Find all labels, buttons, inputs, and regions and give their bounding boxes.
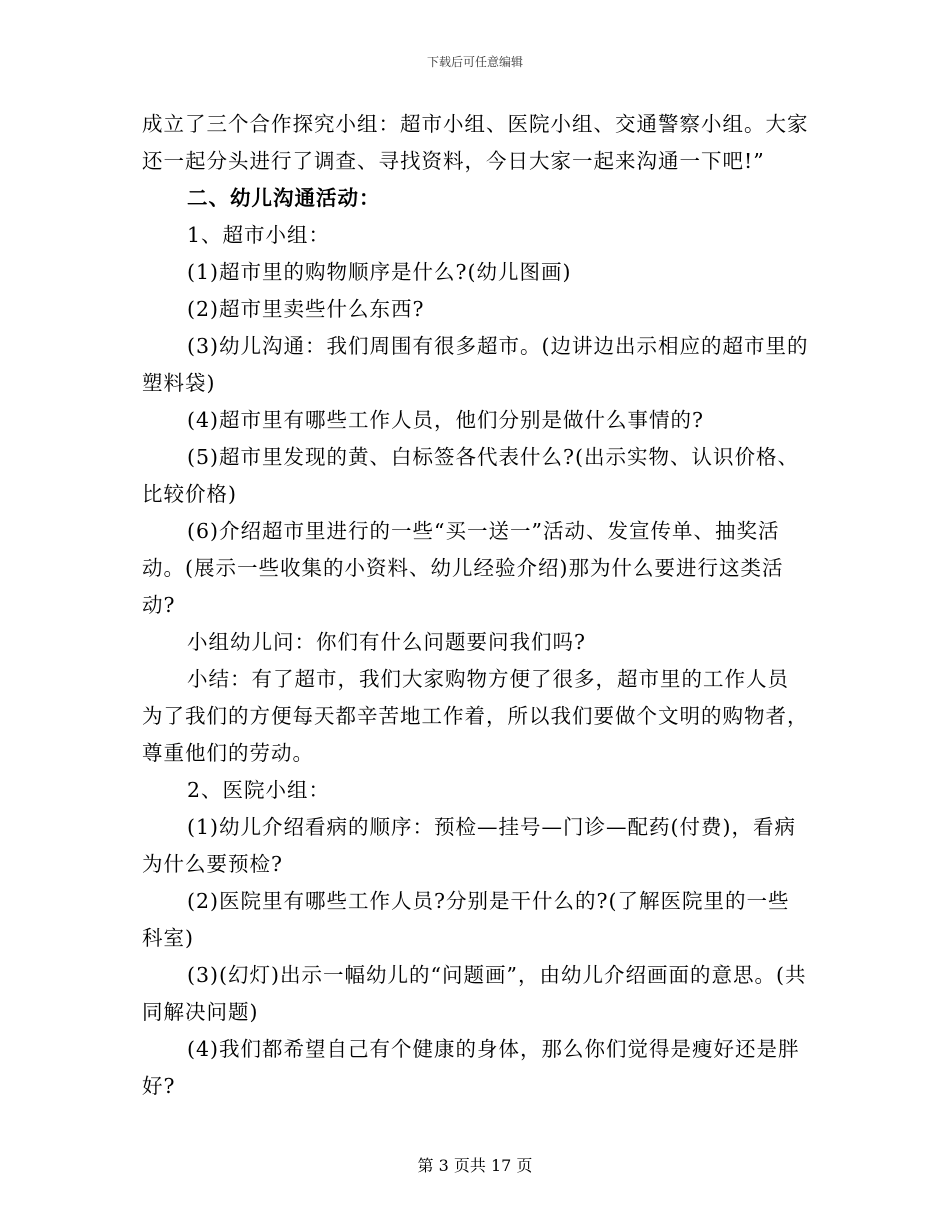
list-item: (3)幼儿沟通：我们周围有很多超市。(边讲边出示相应的超市里的塑料袋) <box>142 334 809 395</box>
list-item: (4)超市里有哪些工作人员，他们分别是做什么事情的? <box>187 408 705 432</box>
list-item: (2)超市里卖些什么东西? <box>187 297 425 321</box>
summary-paragraph: 小结：有了超市，我们大家购物方便了很多，超市里的工作人员为了我们的方便每天都辛苦地工作着，所以我们要做个文明的购物者，尊重他们的劳动。 <box>142 667 809 765</box>
document-body <box>142 106 810 1105</box>
section-heading <box>142 180 810 217</box>
list-item: (2)医院里有哪些工作人员?分别是干什么的?(了解医院里的一些科室) <box>142 889 790 950</box>
list-item: (1)超市里的购物顺序是什么?(幼儿图画) <box>187 260 572 284</box>
list-item: (4)我们都希望自己有个健康的身体，那么你们觉得是瘦好还是胖好? <box>142 1037 800 1098</box>
paragraph: 小组幼儿问：你们有什么问题要问我们吗? <box>187 630 586 654</box>
list-item: (6)介绍超市里进行的一些“买一送一”活动、发宣传单、抽奖活动。(展示一些收集的小资料、幼儿经验介绍)那为什么要进行这类活动? <box>142 519 784 617</box>
page-footer: 第 3 页共 17 页 <box>417 1156 533 1175</box>
list-item: (5)超市里发现的黄、白标签各代表什么?(出示实物、认识价格、比较价格) <box>142 445 800 506</box>
page-header: 下载后可任意编辑 <box>426 55 523 69</box>
list-item: (3)(幻灯)出示一幅幼儿的“问题画”，由幼儿介绍画面的意思。(共同解决问题) <box>142 963 807 1024</box>
section-heading-text: 二、幼儿沟通活动： <box>187 186 381 210</box>
subsection-heading: 1、超市小组： <box>187 223 331 247</box>
paragraph: 成立了三个合作探究小组：超市小组、医院小组、交通警察小组。大家还一起分头进行了调查、寻找资料，今日大家一起来沟通一下吧!” <box>142 112 809 173</box>
subsection-heading: 2、医院小组： <box>187 778 331 802</box>
list-item: (1)幼儿介绍看病的顺序：预检—挂号—门诊—配药(付费)，看病为什么要预检? <box>142 815 797 876</box>
